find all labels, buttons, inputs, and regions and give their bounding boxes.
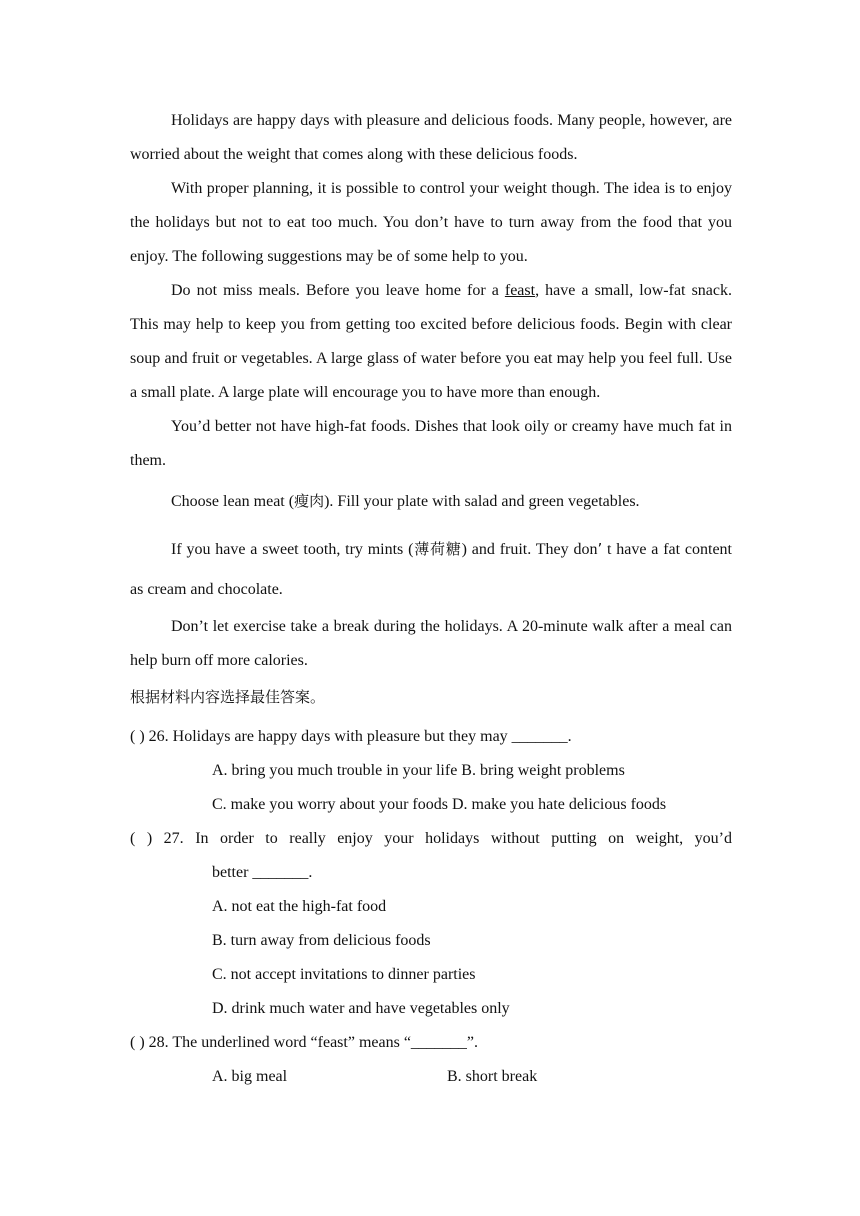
- chinese-gloss: 薄荷糖: [413, 540, 462, 558]
- option-line: A. bring you much trouble in your life B. bring weight problems: [212, 762, 625, 779]
- question-27: [130, 822, 732, 1026]
- answer-blank[interactable]: ( ): [130, 728, 145, 745]
- question-text: 26. Holidays are happy days with pleasure but they may _______.: [144, 728, 572, 745]
- question-text: 28. The underlined word “feast” means “_______”.: [144, 1034, 479, 1051]
- text-run: Do not miss meals. Before you leave home for a: [171, 282, 505, 299]
- text-run: t have a fat content as cream and chocolate.: [130, 541, 732, 598]
- answer-blank[interactable]: ( ): [130, 830, 153, 847]
- option-row: [130, 1060, 732, 1094]
- passage-paragraph-1: Holidays are happy days with pleasure and delicious foods. Many people, however, are worried about the weight that comes along with these delicious foods.: [130, 112, 732, 163]
- option-line: C. make you worry about your foods D. make you hate delicious foods: [212, 796, 667, 813]
- full-width-apostrophe: ’: [597, 540, 603, 558]
- question-26: [130, 720, 732, 822]
- option-d: D. drink much water and have vegetables only: [212, 1000, 510, 1017]
- text-run: If you have a sweet tooth, try mints (: [171, 541, 414, 558]
- option-a: A. big meal: [212, 1068, 288, 1085]
- option-a: A. not eat the high-fat food: [212, 898, 387, 915]
- passage-paragraph-2: With proper planning, it is possible to control your weight though. The idea is to enjoy the holidays but not to eat too much. You don’t have to turn away from the food that you enjoy. The following suggestions may be of some help to you.: [130, 180, 732, 265]
- chinese-gloss: 瘦肉: [294, 492, 325, 510]
- question-stem: [130, 822, 732, 856]
- passage-paragraph-6: [130, 529, 732, 610]
- underlined-word-feast: feast: [504, 282, 536, 299]
- passage-paragraph-3: [130, 274, 732, 410]
- passage-paragraph-7: Don’t let exercise take a break during the holidays. A 20-minute walk after a meal can help burn off more calories.: [130, 618, 732, 669]
- option-c: C. not accept invitations to dinner parties: [212, 966, 476, 983]
- instruction-heading: 根据材料内容选择最佳答案。: [130, 688, 326, 706]
- question-text: 27. In order to really enjoy your holidays without putting on weight, you’d: [152, 830, 732, 847]
- text-run: ). Fill your plate with salad and green vegetables.: [324, 493, 640, 510]
- passage-paragraph-4: You’d better not have high-fat foods. Dishes that look oily or creamy have much fat in them.: [130, 418, 732, 469]
- question-stem-continued: better _______.: [212, 864, 313, 881]
- answer-blank[interactable]: ( ): [130, 1034, 145, 1051]
- text-run: ) and fruit. They don: [461, 541, 598, 558]
- worksheet-page: [130, 104, 732, 1094]
- question-stem: [130, 1026, 732, 1060]
- option-b: B. short break: [447, 1068, 538, 1085]
- passage-paragraph-5: [130, 484, 732, 519]
- option-b: B. turn away from delicious foods: [212, 932, 431, 949]
- question-28: [130, 1026, 732, 1094]
- text-run: Choose lean meat (: [171, 493, 295, 510]
- text-run: , have a small, low-fat snack. This may help to keep you from getting too excited before delicious foods. Begin with clear soup and fruit or vegetables. A large glass of water before you eat may help you feel full. Use a small plate. A large plate will encourage you to have more than enough.: [130, 282, 732, 401]
- question-stem: [130, 720, 732, 754]
